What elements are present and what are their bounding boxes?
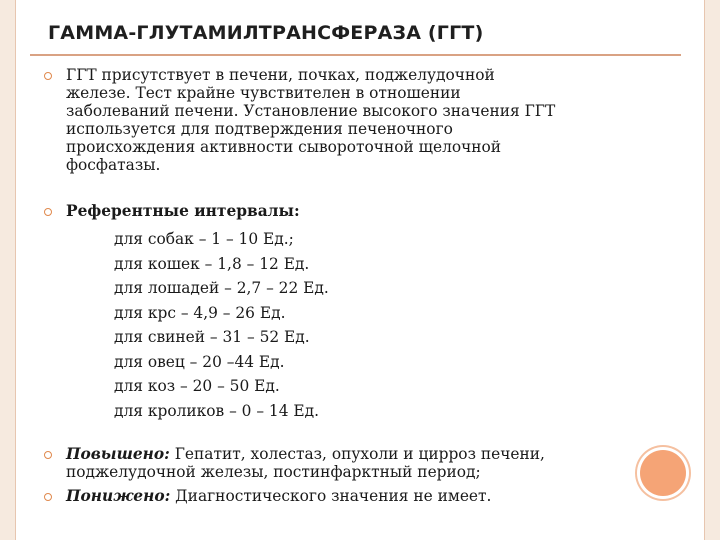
- reference-item: для кроликов – 0 – 14 Ед.: [114, 401, 320, 420]
- reference-heading: Референтные интервалы:: [66, 202, 300, 220]
- decreased-paragraph: [66, 487, 491, 505]
- reference-item: для кошек – 1,8 – 12 Ед.: [114, 254, 310, 273]
- decreased-text: Диагностического значения не имеет.: [170, 487, 492, 505]
- bullet-icon: [44, 208, 52, 216]
- reference-item: для коз – 20 – 50 Ед.: [114, 377, 280, 395]
- slide-title: ГАММА-ГЛУТАМИЛТРАНСФЕРАЗА (ГГТ): [48, 22, 484, 44]
- increased-paragraph: [66, 445, 545, 481]
- reference-item: для лошадей – 2,7 – 22 Ед.: [114, 279, 329, 297]
- intro-line: происхождения активности сывороточной щелочной: [66, 138, 502, 156]
- decorative-circle: [640, 450, 686, 496]
- reference-list: [114, 227, 329, 423]
- increased-label: Повышено:: [66, 445, 170, 463]
- reference-item: для свиней – 31 – 52 Ед.: [114, 328, 310, 346]
- intro-paragraph: [66, 66, 555, 174]
- increased-text-line2: поджелудочной железы, постинфарктный период;: [66, 463, 481, 481]
- bullet-icon: [44, 451, 52, 459]
- bullet-icon: [44, 493, 52, 501]
- reference-item: для собак – 1 – 10 Ед.;: [114, 230, 294, 248]
- intro-line: используется для подтверждения печеночного: [66, 120, 453, 138]
- intro-line: фосфатазы.: [66, 156, 161, 174]
- intro-line: ГГТ присутствует в печени, почках, поджелудочной: [66, 66, 495, 84]
- reference-item: для крс – 4,9 – 26 Ед.: [114, 303, 286, 322]
- reference-item: для овец – 20 –44 Ед.: [114, 352, 285, 371]
- increased-text: Гепатит, холестаз, опухоли и цирроз печени,: [169, 445, 545, 463]
- title-divider: [30, 54, 681, 56]
- intro-line: железе. Тест крайне чувствителен в отношении: [66, 84, 461, 102]
- decreased-label: Понижено:: [66, 487, 171, 505]
- intro-line: заболеваний печени. Установление высокого значения ГГТ: [66, 102, 556, 120]
- bullet-icon: [44, 72, 52, 80]
